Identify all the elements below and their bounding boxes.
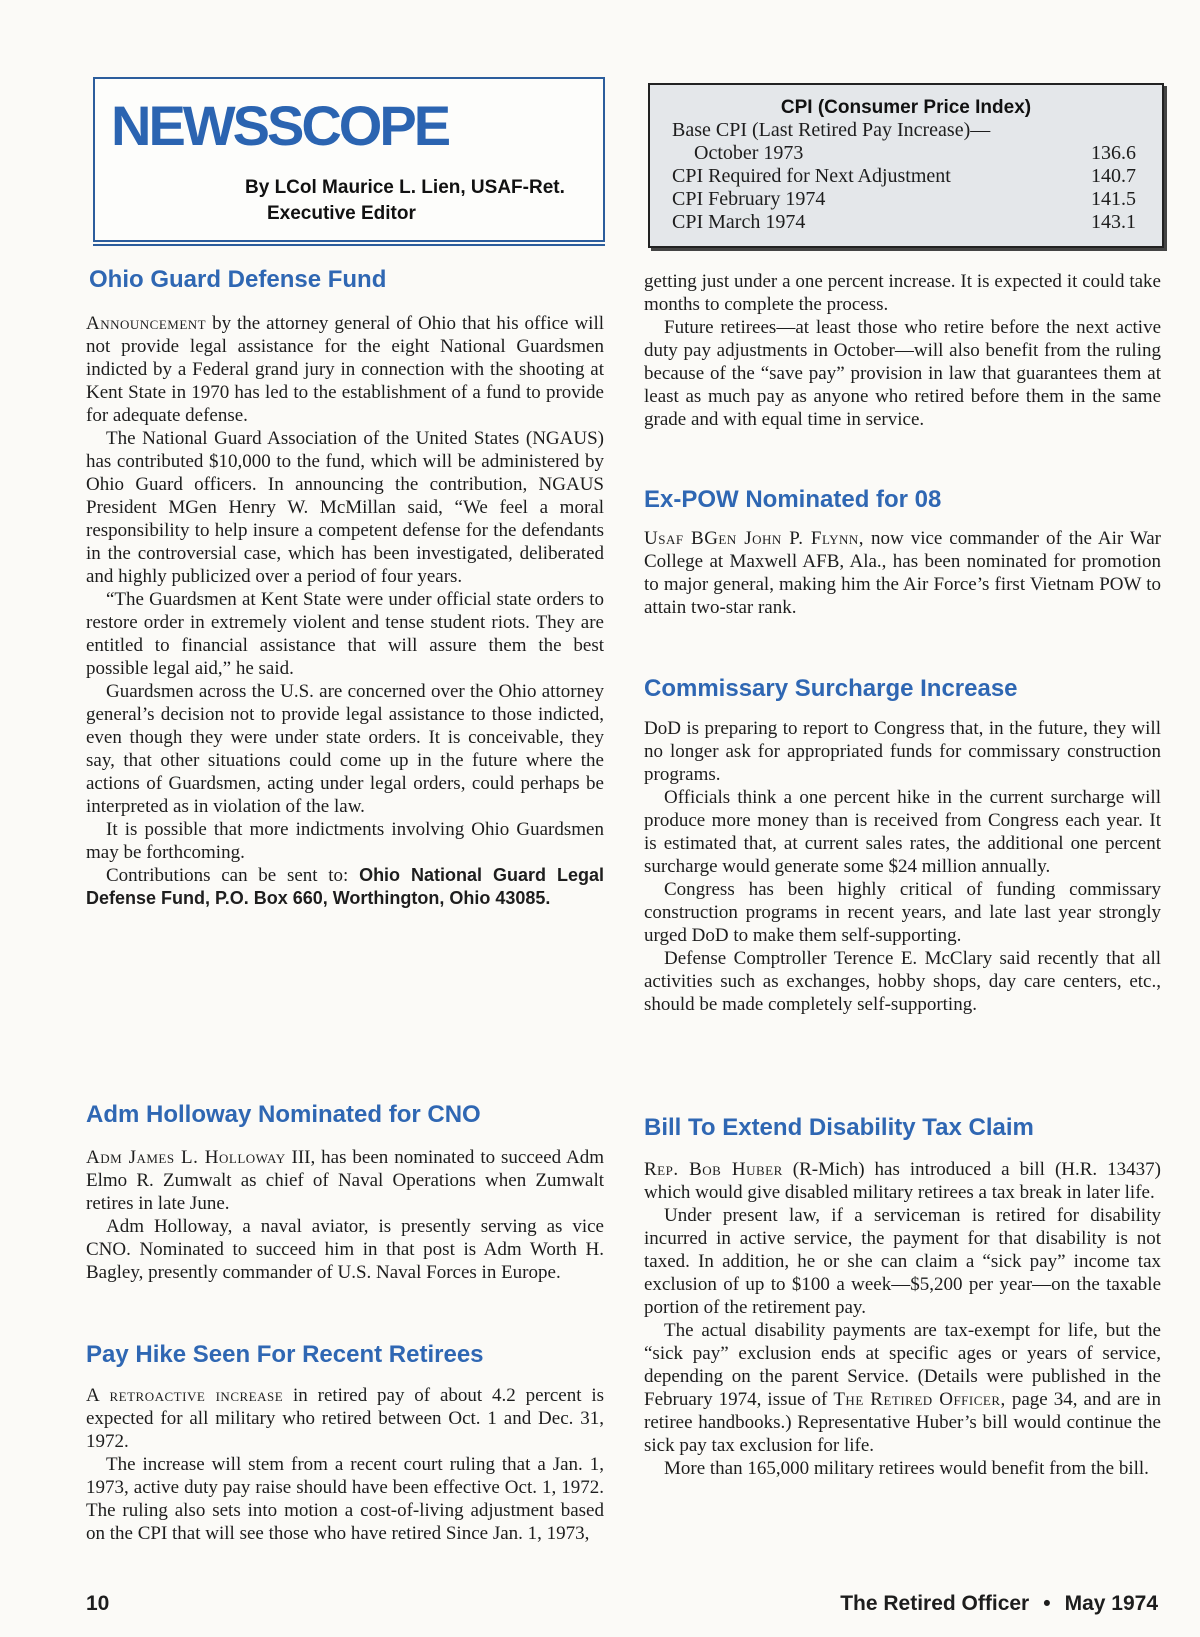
ohio-heading: Ohio Guard Defense Fund <box>89 266 387 293</box>
paragraph: Guardsmen across the U.S. are concerned over the Ohio attorney general’s decision not to provide legal assistance to those indicted, even though they were under state orders. It is conceivable, they say, that other situations could come up in the future where the actions of Guardsmen, acting under legal orders, could perhaps be interpreted as in violation of the law. <box>86 681 604 817</box>
paragraph-text: now vice commander of the Air War College at Maxwell AFB, Ala., has been nominated for promotion to major general, making him the Air Force’s first Vietnam POW to attain two-star rank. <box>644 528 1161 618</box>
paragraph: DoD is preparing to report to Congress that, in the future, they will no longer ask for appropriated funds for commissary construction programs. <box>644 718 1161 785</box>
byline <box>245 175 565 227</box>
lead-in: Usaf BGen John P. Flynn, <box>644 528 865 549</box>
paragraph-text: III, has been nominated to succeed Adm Elmo R. Zumwalt as chief of Naval Operations when Zumwalt retires in late June. <box>86 1147 605 1214</box>
paragraph <box>86 1384 604 1453</box>
fund-address: Ohio National Guard Legal Defense Fund, P.O. Box 660, Worthington, Ohio 43085. <box>86 865 604 908</box>
paragraph-text: page 34, and are in retiree handbooks.) Representative Huber’s bill would continue the sick pay tax exclusion for life. <box>644 1389 1162 1456</box>
cpi-row-value: 136.6 <box>1091 142 1136 164</box>
cpi-row-label: CPI February 1974 <box>672 188 826 210</box>
commissary-article <box>644 717 1161 1016</box>
footer-publication <box>840 1592 1158 1616</box>
payhike-heading: Pay Hike Seen For Recent Retirees <box>86 1341 484 1368</box>
paragraph-text: (R-Mich) has introduced a bill (H.R. 13437) which would give disabled military retirees a tax break in later life. <box>644 1159 1162 1203</box>
cpi-row <box>650 119 1162 142</box>
cpi-row <box>650 165 1162 188</box>
holloway-heading: Adm Holloway Nominated for CNO <box>86 1101 481 1128</box>
ohio-article <box>86 312 604 910</box>
cpi-row-label: CPI March 1974 <box>672 211 806 233</box>
paragraph-text: by the attorney general of Ohio that his office will not provide legal assistance for the eight National Guardsmen indicted by a Federal grand jury in connection with the shooting at Kent State in 1970 has led to the establishment of a fund to provide for adequate defense. <box>86 313 604 426</box>
masthead <box>93 77 605 242</box>
paragraph <box>644 1158 1161 1204</box>
paragraph-text: Contributions can be sent to: <box>106 865 349 886</box>
paragraph: Adm Holloway, a naval aviator, is presently serving as vice CNO. Nominated to succeed him in that post is Adm Worth H. Bagley, presently commander of U.S. Naval Forces in Europe. <box>86 1216 604 1283</box>
issue-date: May 1974 <box>1064 1592 1158 1615</box>
paragraph: Defense Comptroller Terence E. McClary said recently that all activities such as exchanges, hobby shops, day care centers, etc., should be made completely self-supporting. <box>644 948 1161 1015</box>
paragraph: Congress has been highly critical of funding commissary construction programs in recent years, and late last year strongly urged DoD to make them self-supporting. <box>644 879 1161 946</box>
holloway-article <box>86 1146 604 1284</box>
paragraph-text: The actual disability payments are tax-exempt for life, but the “sick pay” exclusion ends at specific ages or years of service, depending on the parent Service. (Details were published in the February 1974, issue of <box>644 1320 1161 1410</box>
expow-article <box>644 527 1161 619</box>
bullet: • <box>1043 1592 1051 1615</box>
disability-article <box>644 1158 1161 1480</box>
cpi-row-value: 140.7 <box>1091 165 1136 187</box>
paragraph: Future retirees—at least those who retire before the next active duty pay adjustments in October—will also benefit from the ruling because of the “save pay” provision in law that guarantees them at least as much pay as anyone who retired before them in the same grade and with equal time in service. <box>644 317 1161 430</box>
paragraph: “The Guardsmen at Kent State were under official state orders to restore order in extremely violent and tense student riots. They are entitled to financial assistance that will assure them the best possible legal aid,” he said. <box>86 589 604 679</box>
cpi-row-label: Base CPI (Last Retired Pay Increase)— <box>672 119 991 141</box>
publication-title: The Retired Officer <box>840 1592 1030 1615</box>
cpi-row-label: October 1973 <box>694 142 804 164</box>
divider <box>93 244 605 246</box>
paragraph: Under present law, if a serviceman is retired for disability incurred in active service, the payment for that disability is not taxed. In addition, he or she can claim a “sick pay” income tax exclusion of up to $100 a week—$5,200 per year—on the taxable portion of the retirement pay. <box>644 1205 1161 1318</box>
paragraph <box>86 312 604 427</box>
paragraph: Officials think a one percent hike in the current surcharge will produce more money than is received from Congress each year. It is estimated that, at current sales rates, the additional one percent surcharge would generate some $24 million annually. <box>644 787 1161 877</box>
cpi-title: CPI (Consumer Price Index) <box>780 97 1032 118</box>
expow-heading: Ex-POW Nominated for 08 <box>644 486 942 513</box>
cpi-box <box>648 83 1164 248</box>
paragraph: The National Guard Association of the United States (NGAUS) has contributed $10,000 to the fund, which will be administered by Ohio Guard officers. In announcing the contribution, NGAUS President MGen Henry W. McMillan said, “We feel a moral responsibility to help insure a competent defense for the defendants in the controversial case, which has been investigated, deliberated and highly publicized over a period of four years. <box>86 428 604 587</box>
cpi-row-value: 141.5 <box>1091 188 1136 210</box>
publication-name: The Retired Officer, <box>833 1389 1006 1410</box>
byline-role: Executive Editor <box>267 203 416 224</box>
paragraph: More than 165,000 military retirees would benefit from the bill. <box>664 1458 1149 1479</box>
payhike-continued <box>644 270 1161 431</box>
disability-heading: Bill To Extend Disability Tax Claim <box>644 1114 1034 1141</box>
commissary-heading: Commissary Surcharge Increase <box>644 675 1018 702</box>
paragraph <box>644 1319 1161 1457</box>
cpi-row <box>650 142 1162 165</box>
paragraph-text: in retired pay of about 4.2 percent is expected for all military who retired between Oct. 1 and Dec. 31, 1972. <box>86 1385 604 1452</box>
page-number: 10 <box>86 1592 110 1615</box>
paragraph <box>644 527 1161 619</box>
cpi-row <box>650 188 1162 211</box>
paragraph: It is possible that more indictments involving Ohio Guardsmen may be forthcoming. <box>86 819 604 863</box>
payhike-article <box>86 1384 604 1545</box>
paragraph <box>86 1146 604 1215</box>
masthead-title: NEWSSCOPE <box>111 94 449 157</box>
cpi-row-label: CPI Required for Next Adjustment <box>672 165 951 187</box>
lead-in: Announcement <box>86 313 207 334</box>
paragraph: getting just under a one percent increase. It is expected it could take months to complete the process. <box>644 271 1161 315</box>
cpi-row-value: 143.1 <box>1091 211 1136 233</box>
lead-in: Rep. Bob Huber <box>644 1159 783 1180</box>
paragraph <box>86 864 604 910</box>
lead-in: Adm James L. Holloway <box>86 1147 286 1168</box>
cpi-row <box>650 211 1162 234</box>
paragraph: The increase will stem from a recent court ruling that a Jan. 1, 1973, active duty pay raise should have been effective Oct. 1, 1972. The ruling also sets into motion a cost-of-living adjustment based on the CPI that will see those who have retired Since Jan. 1, 1973, <box>86 1454 604 1544</box>
lead-in: A retroactive increase <box>86 1385 284 1406</box>
byline-name: By LCol Maurice L. Lien, USAF-Ret. <box>245 177 565 198</box>
